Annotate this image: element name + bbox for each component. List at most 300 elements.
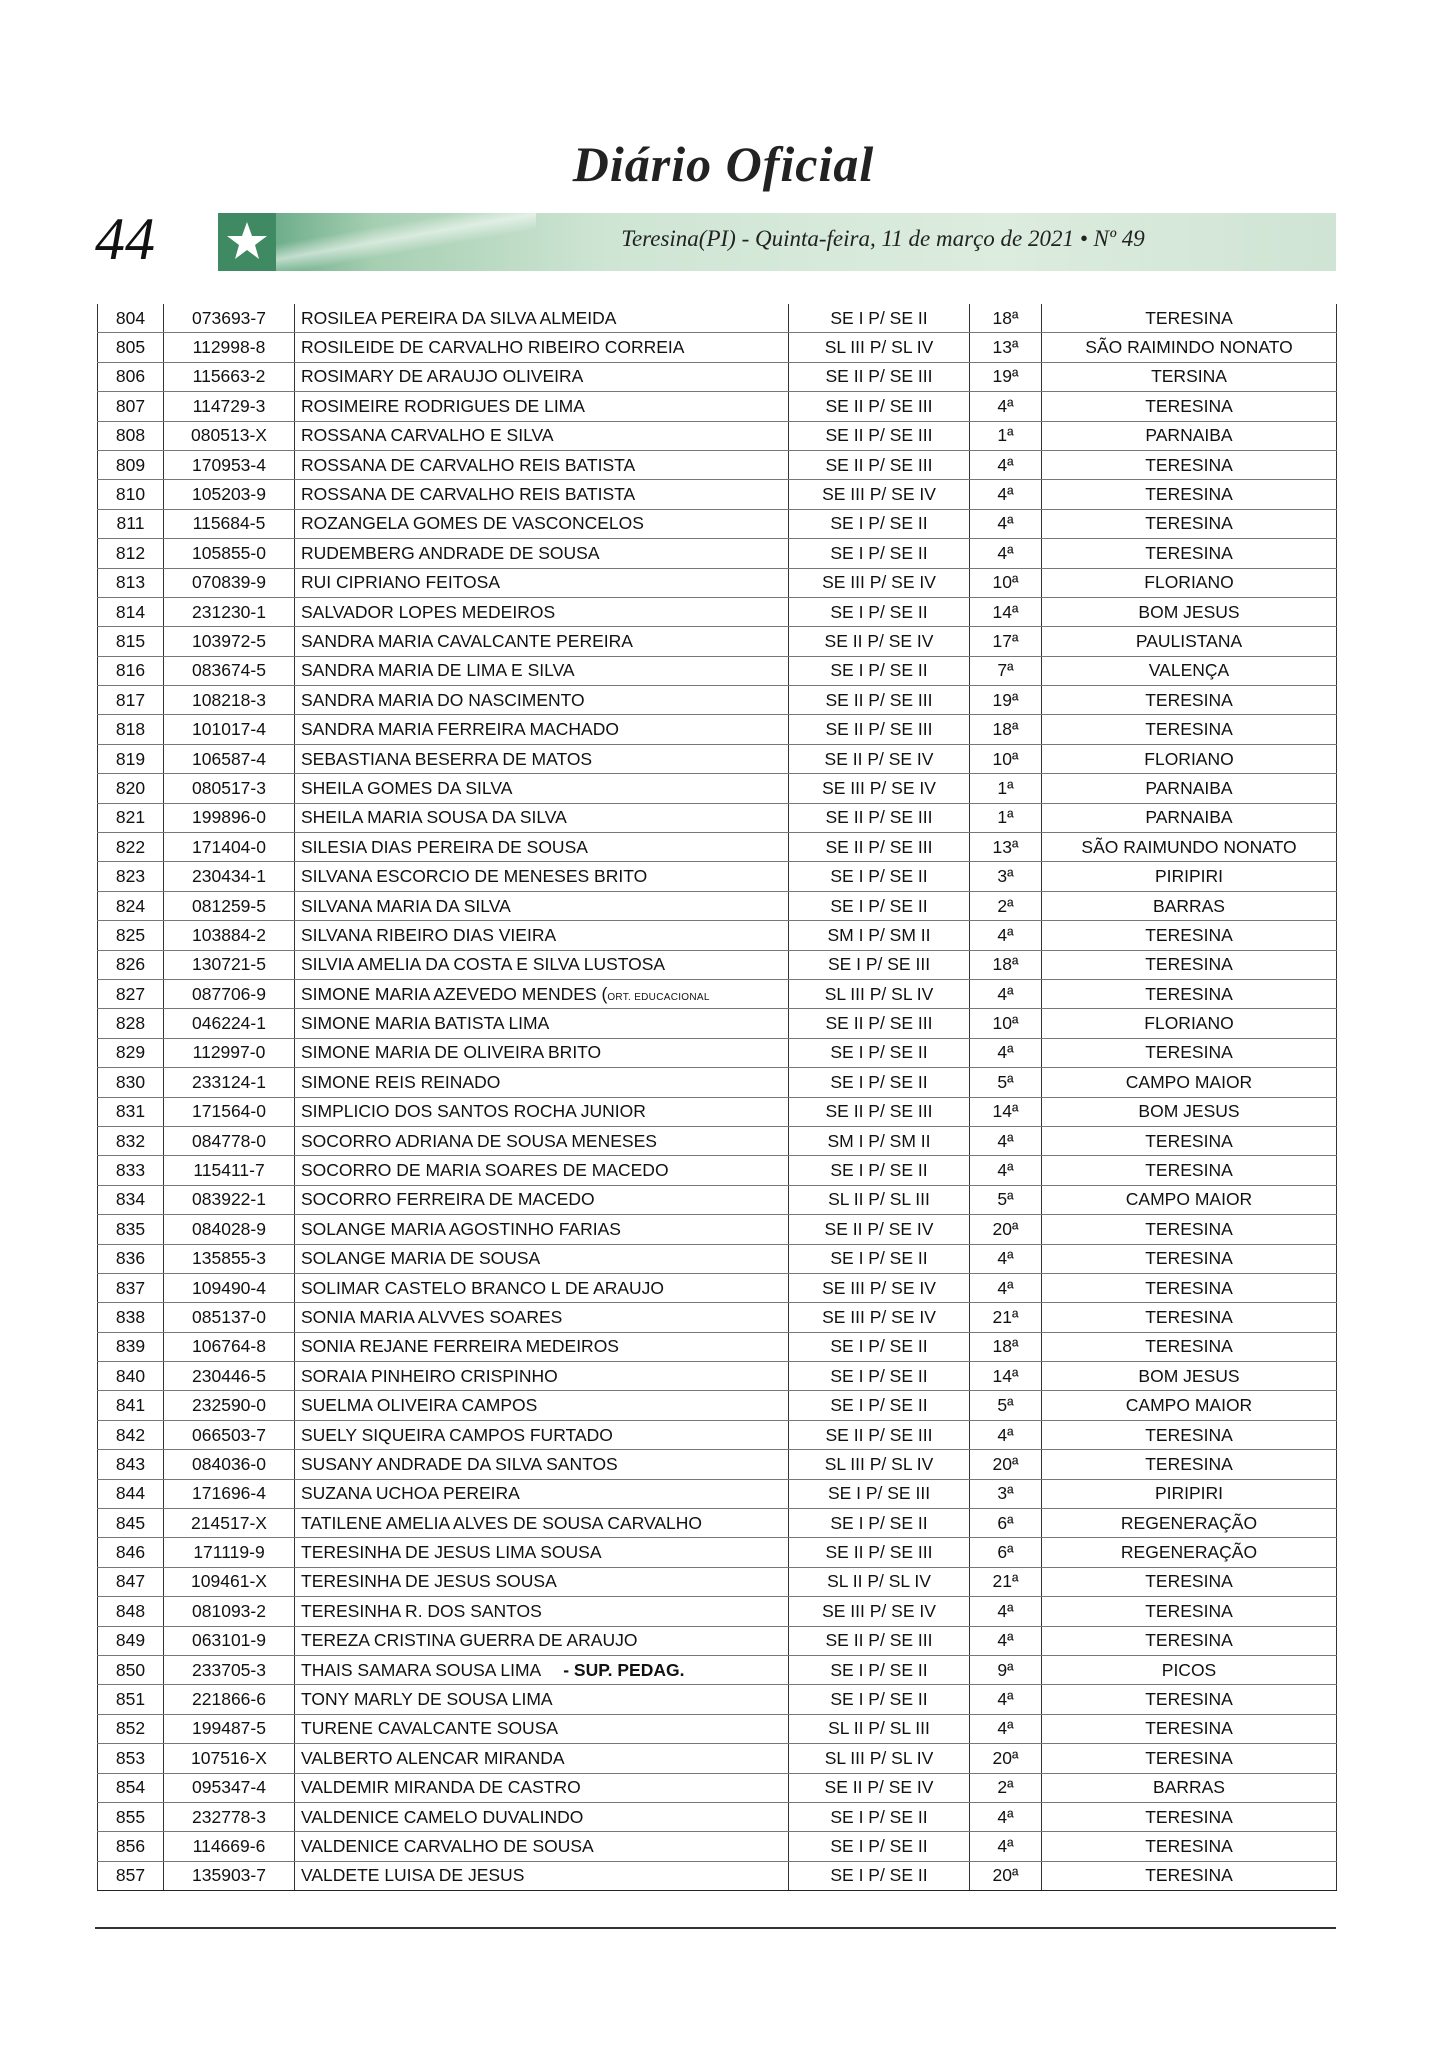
employee-name: SOCORRO FERREIRA DE MACEDO <box>301 1189 595 1210</box>
class-change-cell: SE I P/ SE II <box>789 1038 970 1067</box>
employee-name-cell <box>295 1215 789 1244</box>
city-cell: TERESINA <box>1042 1714 1337 1743</box>
table-row <box>98 656 1337 685</box>
employee-name: SHEILA GOMES DA SILVA <box>301 777 513 798</box>
employee-name-cell <box>295 1244 789 1273</box>
gre-cell: 14ª <box>970 1097 1042 1126</box>
promotion-table <box>97 304 1337 1891</box>
row-number-cell: 804 <box>98 304 164 333</box>
row-number-cell: 821 <box>98 803 164 832</box>
row-number-cell: 810 <box>98 480 164 509</box>
row-number-cell: 856 <box>98 1832 164 1861</box>
employee-name: SOLANGE MARIA AGOSTINHO FARIAS <box>301 1218 621 1239</box>
registration-cell: 046224-1 <box>164 1009 295 1038</box>
employee-name: ROSSANA DE CARVALHO REIS BATISTA <box>301 484 636 505</box>
employee-name: TATILENE AMELIA ALVES DE SOUSA CARVALHO <box>301 1512 703 1533</box>
row-number-cell: 849 <box>98 1626 164 1655</box>
gre-cell: 10ª <box>970 744 1042 773</box>
row-number-cell: 831 <box>98 1097 164 1126</box>
row-number-cell: 848 <box>98 1597 164 1626</box>
employee-name: VALDEMIR MIRANDA DE CASTRO <box>301 1777 581 1798</box>
table-row <box>98 1303 1337 1332</box>
row-number-cell: 806 <box>98 362 164 391</box>
table-row <box>98 803 1337 832</box>
employee-name-cell <box>295 1185 789 1214</box>
employee-name: RUDEMBERG ANDRADE DE SOUSA <box>301 542 600 563</box>
class-change-cell: SE II P/ SE III <box>789 1538 970 1567</box>
row-number-cell: 812 <box>98 539 164 568</box>
employee-name: TERESINHA R. DOS SANTOS <box>301 1600 542 1621</box>
employee-name-cell <box>295 774 789 803</box>
class-change-cell: SL III P/ SL IV <box>789 333 970 362</box>
gre-cell: 21ª <box>970 1303 1042 1332</box>
gre-cell: 4ª <box>970 1273 1042 1302</box>
row-number-cell: 845 <box>98 1509 164 1538</box>
gre-cell: 18ª <box>970 715 1042 744</box>
gre-cell: 4ª <box>970 1685 1042 1714</box>
registration-cell: 115684-5 <box>164 509 295 538</box>
gre-cell: 21ª <box>970 1567 1042 1596</box>
edition-line: Teresina(PI) - Quinta-feira, 11 de março de 2021 • Nº 49 <box>621 226 1145 251</box>
registration-cell: 103972-5 <box>164 627 295 656</box>
city-cell: TERESINA <box>1042 539 1337 568</box>
employee-name-cell <box>295 627 789 656</box>
class-change-cell: SE II P/ SE IV <box>789 627 970 656</box>
employee-name-cell <box>295 450 789 479</box>
employee-name-cell <box>295 1332 789 1361</box>
registration-cell: 221866-6 <box>164 1685 295 1714</box>
employee-name-cell <box>295 539 789 568</box>
gre-cell: 4ª <box>970 921 1042 950</box>
employee-name-cell <box>295 891 789 920</box>
employee-name: VALBERTO ALENCAR MIRANDA <box>301 1747 565 1768</box>
gre-cell: 4ª <box>970 1244 1042 1273</box>
registration-cell: 112997-0 <box>164 1038 295 1067</box>
class-change-cell: SE II P/ SE III <box>789 392 970 421</box>
employee-name: SILVANA RIBEIRO DIAS VIEIRA <box>301 924 557 945</box>
gre-cell: 4ª <box>970 450 1042 479</box>
city-cell: TERESINA <box>1042 1215 1337 1244</box>
gre-cell: 13ª <box>970 833 1042 862</box>
employee-name: SIMPLICIO DOS SANTOS ROCHA JUNIOR <box>301 1101 646 1122</box>
class-change-cell: SE I P/ SE II <box>789 862 970 891</box>
piaui-flag-icon <box>218 213 276 271</box>
city-cell: TERSINA <box>1042 362 1337 391</box>
gre-cell: 18ª <box>970 304 1042 333</box>
employee-name: TERESINHA DE JESUS SOUSA <box>301 1571 557 1592</box>
city-cell: TERESINA <box>1042 1861 1337 1890</box>
gre-cell: 4ª <box>970 1038 1042 1067</box>
employee-name: SALVADOR LOPES MEDEIROS <box>301 601 556 622</box>
gre-cell: 2ª <box>970 1773 1042 1802</box>
employee-name-cell <box>295 1303 789 1332</box>
registration-cell: 214517-X <box>164 1509 295 1538</box>
row-number-cell: 838 <box>98 1303 164 1332</box>
gre-cell: 1ª <box>970 774 1042 803</box>
row-number-cell: 839 <box>98 1332 164 1361</box>
registration-cell: 135855-3 <box>164 1244 295 1273</box>
row-number-cell: 832 <box>98 1126 164 1155</box>
city-cell: TERESINA <box>1042 509 1337 538</box>
city-cell: TERESINA <box>1042 1832 1337 1861</box>
employee-name: TURENE CAVALCANTE SOUSA <box>301 1718 559 1739</box>
class-change-cell: SE II P/ SE IV <box>789 1773 970 1802</box>
gre-cell: 18ª <box>970 950 1042 979</box>
employee-name: SONIA MARIA ALVVES SOARES <box>301 1306 563 1327</box>
employee-name: ROSSANA DE CARVALHO REIS BATISTA <box>301 454 636 475</box>
gre-cell: 19ª <box>970 686 1042 715</box>
city-cell: TERESINA <box>1042 1420 1337 1449</box>
gre-cell: 20ª <box>970 1450 1042 1479</box>
row-number-cell: 818 <box>98 715 164 744</box>
registration-cell: 232590-0 <box>164 1391 295 1420</box>
masthead-title: Diário Oficial <box>572 136 875 192</box>
city-cell: TERESINA <box>1042 480 1337 509</box>
class-change-cell: SE III P/ SE IV <box>789 1303 970 1332</box>
city-cell: TERESINA <box>1042 1332 1337 1361</box>
row-number-cell: 817 <box>98 686 164 715</box>
table-row <box>98 1479 1337 1508</box>
class-change-cell: SM I P/ SM II <box>789 921 970 950</box>
employee-name-cell <box>295 1273 789 1302</box>
class-change-cell: SE II P/ SE III <box>789 803 970 832</box>
registration-cell: 171119-9 <box>164 1538 295 1567</box>
row-number-cell: 851 <box>98 1685 164 1714</box>
gre-cell: 5ª <box>970 1068 1042 1097</box>
registration-cell: 083674-5 <box>164 656 295 685</box>
employee-name: ROSILEA PEREIRA DA SILVA ALMEIDA <box>301 307 617 328</box>
gre-cell: 14ª <box>970 597 1042 626</box>
table-row <box>98 1685 1337 1714</box>
city-cell: TERESINA <box>1042 1597 1337 1626</box>
employee-name: ROSIMEIRE RODRIGUES DE LIMA <box>301 395 585 416</box>
table-row <box>98 1097 1337 1126</box>
class-change-cell: SE II P/ SE III <box>789 1097 970 1126</box>
employee-name-cell <box>295 1362 789 1391</box>
gre-cell: 4ª <box>970 1126 1042 1155</box>
employee-name-cell <box>295 480 789 509</box>
city-cell: CAMPO MAIOR <box>1042 1068 1337 1097</box>
table-row <box>98 1832 1337 1861</box>
employee-name: SILVANA MARIA DA SILVA <box>301 895 511 916</box>
gre-cell: 1ª <box>970 803 1042 832</box>
gre-cell: 20ª <box>970 1861 1042 1890</box>
registration-cell: 109490-4 <box>164 1273 295 1302</box>
employee-name-cell <box>295 1479 789 1508</box>
table-row <box>98 1068 1337 1097</box>
table-row <box>98 392 1337 421</box>
employee-name: SOCORRO DE MARIA SOARES DE MACEDO <box>301 1160 669 1181</box>
registration-cell: 101017-4 <box>164 715 295 744</box>
registration-cell: 081093-2 <box>164 1597 295 1626</box>
class-change-cell: SE I P/ SE II <box>789 1509 970 1538</box>
employee-name-cell <box>295 1861 789 1890</box>
class-change-cell: SE I P/ SE II <box>789 1655 970 1684</box>
registration-cell: 073693-7 <box>164 304 295 333</box>
class-change-cell: SL III P/ SL IV <box>789 1744 970 1773</box>
class-change-cell: SE II P/ SE III <box>789 1420 970 1449</box>
gre-cell: 9ª <box>970 1655 1042 1684</box>
employee-name: VALDETE LUISA DE JESUS <box>301 1865 525 1886</box>
city-cell: TERESINA <box>1042 979 1337 1008</box>
table-row <box>98 1655 1337 1684</box>
city-cell: TERESINA <box>1042 1038 1337 1067</box>
registration-cell: 115663-2 <box>164 362 295 391</box>
promotion-table-body <box>98 304 1337 1891</box>
class-change-cell: SL II P/ SL III <box>789 1714 970 1743</box>
employee-name-cell <box>295 333 789 362</box>
employee-name: SANDRA MARIA FERREIRA MACHADO <box>301 719 619 740</box>
city-cell: PICOS <box>1042 1655 1337 1684</box>
city-cell: TERESINA <box>1042 1685 1337 1714</box>
gre-cell: 20ª <box>970 1215 1042 1244</box>
employee-name: ROZANGELA GOMES DE VASCONCELOS <box>301 513 644 534</box>
class-change-cell: SL III P/ SL IV <box>789 1450 970 1479</box>
row-number-cell: 850 <box>98 1655 164 1684</box>
gre-cell: 4ª <box>970 509 1042 538</box>
employee-name-cell <box>295 715 789 744</box>
row-number-cell: 835 <box>98 1215 164 1244</box>
registration-cell: 105855-0 <box>164 539 295 568</box>
employee-name-cell <box>295 304 789 333</box>
table-row <box>98 891 1337 920</box>
gre-cell: 10ª <box>970 568 1042 597</box>
employee-name: TEREZA CRISTINA GUERRA DE ARAUJO <box>301 1630 638 1651</box>
registration-cell: 106764-8 <box>164 1332 295 1361</box>
table-row <box>98 1567 1337 1596</box>
table-row <box>98 1861 1337 1890</box>
employee-name-cell <box>295 950 789 979</box>
table-row <box>98 1362 1337 1391</box>
row-number-cell: 843 <box>98 1450 164 1479</box>
gre-cell: 4ª <box>970 1597 1042 1626</box>
table-row <box>98 1038 1337 1067</box>
class-change-cell: SL II P/ SL III <box>789 1185 970 1214</box>
registration-cell: 233705-3 <box>164 1655 295 1684</box>
employee-name: SANDRA MARIA DE LIMA E SILVA <box>301 660 575 681</box>
city-cell: PIRIPIRI <box>1042 862 1337 891</box>
table-row <box>98 686 1337 715</box>
employee-name: THAIS SAMARA SOUSA LIMA <box>301 1659 542 1680</box>
class-change-cell: SE III P/ SE IV <box>789 568 970 597</box>
row-number-cell: 809 <box>98 450 164 479</box>
city-cell: REGENERAÇÃO <box>1042 1509 1337 1538</box>
city-cell: TERESINA <box>1042 1567 1337 1596</box>
table-row <box>98 950 1337 979</box>
city-cell: TERESINA <box>1042 1802 1337 1831</box>
city-cell: TERESINA <box>1042 1244 1337 1273</box>
row-number-cell: 855 <box>98 1802 164 1831</box>
employee-name-cell <box>295 1832 789 1861</box>
row-number-cell: 805 <box>98 333 164 362</box>
employee-name-cell <box>295 1509 789 1538</box>
employee-name-cell <box>295 1126 789 1155</box>
gre-cell: 4ª <box>970 979 1042 1008</box>
table-row <box>98 862 1337 891</box>
city-cell: TERESINA <box>1042 1126 1337 1155</box>
table-row <box>98 450 1337 479</box>
row-number-cell: 819 <box>98 744 164 773</box>
row-number-cell: 854 <box>98 1773 164 1802</box>
employee-name-cell <box>295 1685 789 1714</box>
employee-name: SOCORRO ADRIANA DE SOUSA MENESES <box>301 1130 657 1151</box>
registration-cell: 081259-5 <box>164 891 295 920</box>
class-change-cell: SE III P/ SE IV <box>789 480 970 509</box>
gre-cell: 18ª <box>970 1332 1042 1361</box>
city-cell: TERESINA <box>1042 1450 1337 1479</box>
city-cell: PARNAIBA <box>1042 803 1337 832</box>
table-row <box>98 1185 1337 1214</box>
city-cell: BOM JESUS <box>1042 1362 1337 1391</box>
employee-name-cell <box>295 1802 789 1831</box>
class-change-cell: SE III P/ SE IV <box>789 774 970 803</box>
registration-cell: 130721-5 <box>164 950 295 979</box>
class-change-cell: SE I P/ SE II <box>789 1332 970 1361</box>
gre-cell: 14ª <box>970 1362 1042 1391</box>
employee-name: SILVIA AMELIA DA COSTA E SILVA LUSTOSA <box>301 954 666 975</box>
employee-name-cell <box>295 1450 789 1479</box>
class-change-cell: SE I P/ SE II <box>789 1685 970 1714</box>
employee-name-cell <box>295 1420 789 1449</box>
registration-cell: 070839-9 <box>164 568 295 597</box>
city-cell: REGENERAÇÃO <box>1042 1538 1337 1567</box>
employee-name-cell <box>295 979 789 1008</box>
row-number-cell: 834 <box>98 1185 164 1214</box>
city-cell: TERESINA <box>1042 1744 1337 1773</box>
employee-name: ROSIMARY DE ARAUJO OLIVEIRA <box>301 366 584 387</box>
registration-cell: 231230-1 <box>164 597 295 626</box>
table-row <box>98 1156 1337 1185</box>
employee-name-cell <box>295 744 789 773</box>
city-cell: PARNAIBA <box>1042 421 1337 450</box>
employee-name: VALDENICE CAMELO DUVALINDO <box>301 1806 584 1827</box>
table-row <box>98 1273 1337 1302</box>
gre-cell: 6ª <box>970 1538 1042 1567</box>
employee-name-cell <box>295 921 789 950</box>
employee-name-cell <box>295 1391 789 1420</box>
gre-cell: 4ª <box>970 1714 1042 1743</box>
employee-name: SANDRA MARIA DO NASCIMENTO <box>301 689 585 710</box>
footer-rule <box>95 1927 1336 1929</box>
employee-name-cell <box>295 1038 789 1067</box>
city-cell: TERESINA <box>1042 950 1337 979</box>
city-cell: BOM JESUS <box>1042 1097 1337 1126</box>
table-row <box>98 362 1337 391</box>
class-change-cell: SE II P/ SE IV <box>789 744 970 773</box>
row-number-cell: 842 <box>98 1420 164 1449</box>
class-change-cell: SE I P/ SE II <box>789 1156 970 1185</box>
registration-cell: 107516-X <box>164 1744 295 1773</box>
employee-name-cell <box>295 597 789 626</box>
employee-name: SIMONE MARIA BATISTA LIMA <box>301 1013 550 1034</box>
class-change-cell: SE I P/ SE II <box>789 1391 970 1420</box>
registration-cell: 135903-7 <box>164 1861 295 1890</box>
registration-cell: 095347-4 <box>164 1773 295 1802</box>
employee-name-cell <box>295 1567 789 1596</box>
row-number-cell: 807 <box>98 392 164 421</box>
gre-cell: 4ª <box>970 480 1042 509</box>
employee-name: ROSSANA CARVALHO E SILVA <box>301 425 554 446</box>
table-row <box>98 1714 1337 1743</box>
employee-name: TONY MARLY DE SOUSA LIMA <box>301 1689 553 1710</box>
table-row <box>98 1450 1337 1479</box>
gre-cell: 2ª <box>970 891 1042 920</box>
table-row <box>98 509 1337 538</box>
table-row <box>98 1597 1337 1626</box>
table-row <box>98 1420 1337 1449</box>
gre-cell: 10ª <box>970 1009 1042 1038</box>
class-change-cell: SE II P/ SE III <box>789 1009 970 1038</box>
registration-cell: 171404-0 <box>164 833 295 862</box>
registration-cell: 171564-0 <box>164 1097 295 1126</box>
registration-cell: 063101-9 <box>164 1626 295 1655</box>
gre-cell: 4ª <box>970 539 1042 568</box>
table-row <box>98 421 1337 450</box>
employee-name: SUZANA UCHOA PEREIRA <box>301 1483 520 1504</box>
employee-name-cell <box>295 362 789 391</box>
class-change-cell: SE I P/ SE II <box>789 509 970 538</box>
class-change-cell: SE I P/ SE III <box>789 1479 970 1508</box>
employee-name: SIMONE MARIA AZEVEDO MENDES ( <box>301 983 608 1004</box>
employee-name: SOLANGE MARIA DE SOUSA <box>301 1248 541 1269</box>
employee-name: SUELMA OLIVEIRA CAMPOS <box>301 1395 538 1416</box>
employee-name-cell <box>295 1009 789 1038</box>
row-number-cell: 808 <box>98 421 164 450</box>
class-change-cell: SE II P/ SE III <box>789 1626 970 1655</box>
employee-name-cell <box>295 392 789 421</box>
employee-name-cell <box>295 1655 789 1684</box>
city-cell: TERESINA <box>1042 921 1337 950</box>
employee-name-cell <box>295 1538 789 1567</box>
class-change-cell: SE I P/ SE II <box>789 891 970 920</box>
registration-cell: 170953-4 <box>164 450 295 479</box>
city-cell: PIRIPIRI <box>1042 1479 1337 1508</box>
class-change-cell: SE II P/ SE III <box>789 715 970 744</box>
table-row <box>98 744 1337 773</box>
city-cell: TERESINA <box>1042 450 1337 479</box>
class-change-cell: SL II P/ SL IV <box>789 1567 970 1596</box>
employee-name-cell <box>295 1097 789 1126</box>
employee-note: ORT. EDUCACIONAL <box>607 991 710 1003</box>
employee-note: - SUP. PEDAG. <box>563 1659 685 1680</box>
employee-name-cell <box>295 862 789 891</box>
table-row <box>98 1538 1337 1567</box>
employee-name-cell <box>295 803 789 832</box>
row-number-cell: 841 <box>98 1391 164 1420</box>
class-change-cell: SE II P/ SE III <box>789 362 970 391</box>
employee-name: SHEILA MARIA SOUSA DA SILVA <box>301 807 567 828</box>
row-number-cell: 830 <box>98 1068 164 1097</box>
registration-cell: 233124-1 <box>164 1068 295 1097</box>
gre-cell: 4ª <box>970 1832 1042 1861</box>
city-cell: FLORIANO <box>1042 744 1337 773</box>
registration-cell: 114729-3 <box>164 392 295 421</box>
row-number-cell: 813 <box>98 568 164 597</box>
gre-cell: 3ª <box>970 862 1042 891</box>
employee-name-cell <box>295 833 789 862</box>
registration-cell: 080517-3 <box>164 774 295 803</box>
class-change-cell: SE I P/ SE II <box>789 1068 970 1097</box>
gre-cell: 3ª <box>970 1479 1042 1508</box>
city-cell: FLORIANO <box>1042 568 1337 597</box>
city-cell: FLORIANO <box>1042 1009 1337 1038</box>
city-cell: VALENÇA <box>1042 656 1337 685</box>
city-cell: TERESINA <box>1042 686 1337 715</box>
gre-cell: 4ª <box>970 1802 1042 1831</box>
employee-name: SILESIA DIAS PEREIRA DE SOUSA <box>301 836 588 857</box>
table-row <box>98 774 1337 803</box>
city-cell: TERESINA <box>1042 1156 1337 1185</box>
